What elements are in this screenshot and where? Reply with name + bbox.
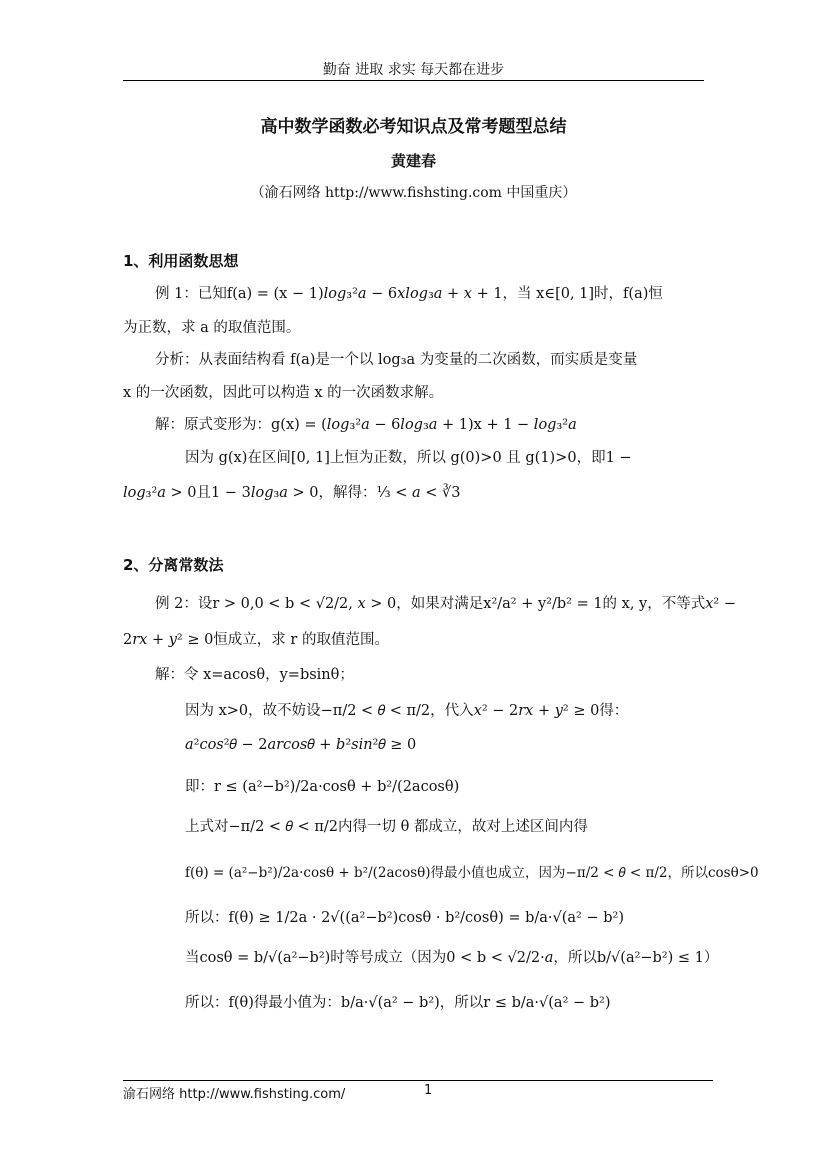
- section1-line: 因为 g(x)在区间[0, 1]上恒为正数，所以 g(0)>0 且 g(1)>0，即1 −: [185, 450, 632, 466]
- section-heading-2: 2、分离常数法: [123, 556, 224, 574]
- section1-line: 分析：从表面结构看 f(a)是一个以 log₃a 为变量的二次函数，而实质是变量: [155, 352, 638, 368]
- section2-line: 当cosθ = b/√(a²−b²)时等号成立（因为0 < b < √2/2·𝑎，所以b/√(a²−b²) ≤ 1）: [185, 950, 719, 966]
- section1-line: 𝑙𝑜𝑔₃²𝑎 > 0且1 − 3𝑙𝑜𝑔₃𝑎 > 0，解得：⅓ < 𝑎 < ∛3: [123, 485, 461, 501]
- section2-line: f(θ) = (a²−b²)/2a·cosθ + b²/(2acosθ)得最小值也成立，因为−π/2 < 𝜃 < π/2，所以cosθ>0: [185, 865, 759, 881]
- header-rule: [123, 80, 704, 81]
- section2-line: 解：令 x=acosθ，y=bsinθ；: [155, 667, 354, 683]
- section-heading-1: 1、利用函数思想: [123, 252, 239, 270]
- section2-line: 例 2：设r > 0,0 < b < √2/2, 𝑥 > 0，如果对满足x²/a² + y²/b² = 1的 x, y，不等式𝑥² −: [155, 596, 736, 612]
- section2-line: 上式对−π/2 < 𝜃 < π/2内得一切 θ 都成立，故对上述区间内得: [185, 819, 588, 835]
- document-title: 高中数学函数必考知识点及常考题型总结: [260, 117, 567, 137]
- section1-line: 例 1：已知f(a) = (x − 1)𝑙𝑜𝑔₃²𝑎 − 6𝑥𝑙𝑜𝑔₃𝑎 + 𝑥 + 1，当 x∈[0, 1]时，f(a)恒: [155, 286, 663, 302]
- section2-line: 所以：f(θ) ≥ 1/2a · 2√((a²−b²)cosθ · b²/cosθ) = b/a·√(a² − b²): [185, 910, 624, 926]
- section2-line: 𝑎²𝑐𝑜𝑠²𝜃 − 2𝑎𝑟𝑐𝑜𝑠𝜃 + 𝑏²𝑠𝑖𝑛²𝜃 ≥ 0: [185, 737, 417, 753]
- author-name: 黄建春: [390, 152, 436, 170]
- page-number: 1: [424, 1083, 433, 1098]
- section1-line: 为正数，求 a 的取值范围。: [123, 320, 301, 336]
- section1-line: x 的一次函数，因此可以构造 x 的一次函数求解。: [123, 385, 444, 401]
- author-affiliation: （渝石网络 http://www.fishsting.com 中国重庆）: [250, 185, 577, 201]
- footer-rule: [123, 1080, 713, 1081]
- section2-line: 2𝑟𝑥 + 𝑦² ≥ 0恒成立，求 r 的取值范围。: [123, 632, 389, 648]
- page-header-motto: 勤奋 进取 求实 每天都在进步: [322, 62, 505, 78]
- section1-line: 解：原式变形为：g(x) = (𝑙𝑜𝑔₃²𝑎 − 6𝑙𝑜𝑔₃𝑎 + 1)x + 1 − 𝑙𝑜𝑔₃²𝑎: [155, 417, 577, 433]
- section2-line: 所以：f(θ)得最小值为：b/a·√(a² − b²)，所以r ≤ b/a·√(a² − b²): [185, 995, 611, 1011]
- section2-line: 即：r ≤ (a²−b²)/2a·cosθ + b²/(2acosθ): [185, 779, 460, 795]
- footer-text: 渝石网络 http://www.fishsting.com/: [123, 1087, 346, 1102]
- section2-line: 因为 x>0，故不妨设−π/2 < 𝜃 < π/2，代入𝑥² − 2𝑟𝑥 + 𝑦² ≥ 0得：: [185, 703, 629, 719]
